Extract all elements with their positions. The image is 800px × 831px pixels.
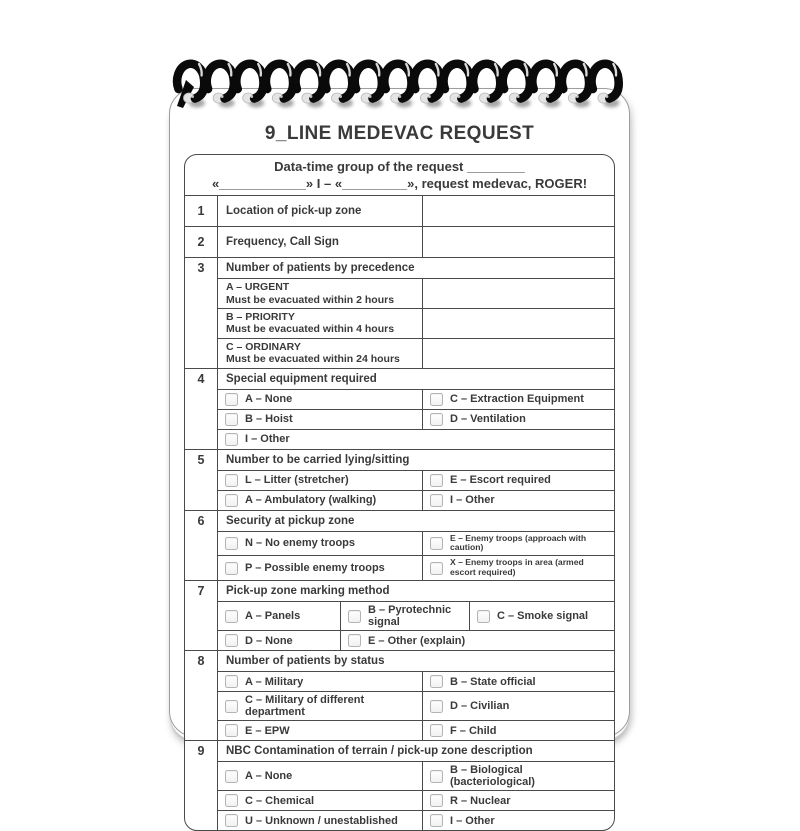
spiral-binding-icon [174, 52, 626, 114]
checkbox-icon[interactable] [348, 610, 361, 623]
precedence-ordinary-row [218, 338, 614, 368]
row-3-header [185, 257, 614, 278]
row-4-header [185, 368, 614, 389]
row-3-subrows [185, 278, 614, 367]
checkbox-icon[interactable] [430, 494, 443, 507]
row-3-label: Number of patients by precedence [226, 262, 415, 275]
option-military[interactable]: A – Military [218, 672, 422, 691]
row-4-label: Special equipment required [226, 372, 377, 385]
row-8-header [185, 650, 614, 671]
row-6-spacer [185, 531, 218, 581]
row-7-subrows [185, 601, 614, 650]
precedence-urgent-title: A – URGENT [226, 281, 290, 294]
checkbox-icon[interactable] [430, 562, 443, 575]
checkbox-icon[interactable] [225, 537, 238, 550]
precedence-urgent-desc: Must be evacuated within 2 hours [226, 293, 395, 306]
row-8-number: 8 [185, 651, 218, 671]
precedence-urgent-row [218, 278, 614, 308]
row-5-label: Number to be carried lying/sitting [226, 453, 410, 466]
precedence-priority-row [218, 308, 614, 338]
option-enemy-caution[interactable]: E – Enemy troops (approach with caution) [422, 532, 614, 556]
row-9-label: NBC Contamination of terrain / pick-up zone description [226, 745, 533, 757]
row-9-header [185, 740, 614, 761]
row-2-answer-cell[interactable] [422, 227, 614, 257]
row-7-label: Pick-up zone marking method [226, 585, 390, 597]
option-ambulatory[interactable]: A – Ambulatory (walking) [218, 491, 422, 510]
checkbox-icon[interactable] [430, 700, 443, 713]
row-7-number: 7 [185, 581, 218, 601]
option-child[interactable]: F – Child [422, 721, 614, 740]
precedence-ordinary-title: C – ORDINARY [226, 340, 301, 353]
checkbox-icon[interactable] [477, 610, 490, 623]
row-5-spacer [185, 470, 218, 510]
checkbox-icon[interactable] [225, 814, 238, 827]
form-header-line1: Data-time group of the request ________ [274, 159, 525, 174]
option-epw[interactable]: E – EPW [218, 721, 422, 740]
option-panels[interactable]: A – Panels [218, 602, 340, 630]
row-7-header [185, 580, 614, 601]
checkbox-icon[interactable] [430, 537, 443, 550]
option-equipment-ventilation[interactable]: D – Ventilation [422, 410, 614, 429]
row-6-subrows [185, 531, 614, 581]
option-chemical[interactable]: C – Chemical [218, 791, 422, 810]
row-1-label: Location of pick-up zone [226, 205, 362, 218]
option-unknown[interactable]: U – Unknown / unestablished [218, 811, 422, 830]
row-5-subrows [185, 470, 614, 510]
checkbox-icon[interactable] [225, 724, 238, 737]
checkbox-icon[interactable] [225, 393, 238, 406]
row-5-number: 5 [185, 450, 218, 470]
checkbox-icon[interactable] [225, 562, 238, 575]
row-4-subrows [185, 389, 614, 449]
row-1 [185, 195, 614, 226]
row-3-number: 3 [185, 258, 218, 278]
row-1-number: 1 [185, 196, 218, 226]
form-header-line2: «____________» I – «_________», request medevac, ROGER! [211, 175, 588, 191]
precedence-ordinary-answer-cell[interactable] [422, 339, 614, 368]
option-smoke-signal[interactable]: C – Smoke signal [469, 602, 614, 630]
option-carry-other[interactable]: I – Other [422, 491, 614, 510]
row-2-number: 2 [185, 227, 218, 257]
row-4-number: 4 [185, 369, 218, 389]
notepad [168, 52, 632, 827]
option-civilian[interactable]: D – Civilian [422, 692, 614, 720]
option-nbc-none[interactable]: A – None [218, 762, 422, 790]
checkbox-icon[interactable] [430, 724, 443, 737]
checkbox-icon[interactable] [430, 474, 443, 487]
row-8-subrows [185, 671, 614, 740]
row-9-number: 9 [185, 741, 218, 761]
option-state-official[interactable]: B – State official [422, 672, 614, 691]
checkbox-icon[interactable] [225, 675, 238, 688]
page-title: 9_LINE MEDEVAC REQUEST [264, 123, 535, 144]
option-enemy-armed-escort[interactable]: X – Enemy troops in area (armed escort required) [422, 556, 614, 580]
precedence-urgent-answer-cell[interactable] [422, 279, 614, 308]
option-military-other-dept[interactable]: C – Military of different department [218, 692, 422, 720]
row-4-spacer [185, 389, 218, 449]
option-equipment-hoist[interactable]: B – Hoist [218, 410, 422, 429]
precedence-priority-title: B – PRIORITY [226, 311, 295, 323]
option-marking-none[interactable]: D – None [218, 631, 340, 650]
option-equipment-none[interactable]: A – None [218, 390, 422, 409]
option-possible-enemy[interactable]: P – Possible enemy troops [218, 556, 422, 580]
checkbox-icon[interactable] [225, 794, 238, 807]
row-2 [185, 226, 614, 257]
checkbox-icon[interactable] [430, 675, 443, 688]
precedence-ordinary-desc: Must be evacuated within 24 hours [226, 353, 400, 366]
option-nbc-other[interactable]: I – Other [422, 811, 614, 830]
medevac-form-table [184, 154, 615, 831]
row-9-spacer [185, 761, 218, 830]
checkbox-icon[interactable] [225, 700, 238, 713]
row-2-label: Frequency, Call Sign [226, 236, 339, 249]
row-8-label: Number of patients by status [226, 655, 385, 667]
option-escort-required[interactable]: E – Escort required [422, 471, 614, 490]
checkbox-icon[interactable] [430, 413, 443, 426]
row-3-spacer [185, 278, 218, 367]
checkbox-icon[interactable] [225, 634, 238, 647]
row-8-spacer [185, 671, 218, 740]
precedence-priority-desc: Must be evacuated within 4 hours [226, 323, 395, 336]
row-6-number: 6 [185, 511, 218, 531]
checkbox-icon[interactable] [225, 433, 238, 446]
checkbox-icon[interactable] [225, 474, 238, 487]
option-equipment-other[interactable]: I – Other [218, 430, 614, 449]
row-5-header [185, 449, 614, 470]
precedence-priority-answer-cell[interactable] [422, 309, 614, 338]
option-pyrotechnic[interactable]: B – Pyrotechnic signal [340, 602, 469, 630]
option-litter[interactable]: L – Litter (stretcher) [218, 471, 422, 490]
row-6-header [185, 510, 614, 531]
option-no-enemy[interactable]: N – No enemy troops [218, 532, 422, 556]
checkbox-icon[interactable] [430, 770, 443, 783]
form-header [185, 155, 614, 195]
checkbox-icon[interactable] [430, 794, 443, 807]
option-nuclear[interactable]: R – Nuclear [422, 791, 614, 810]
row-1-answer-cell[interactable] [422, 196, 614, 226]
checkbox-icon[interactable] [348, 634, 361, 647]
checkbox-icon[interactable] [225, 770, 238, 783]
row-6-label: Security at pickup zone [226, 514, 355, 527]
checkbox-icon[interactable] [225, 494, 238, 507]
option-biological[interactable]: B – Biological (bacteriological) [422, 762, 614, 790]
notepad-page [169, 88, 630, 827]
row-9-subrows [185, 761, 614, 830]
checkbox-icon[interactable] [225, 413, 238, 426]
checkbox-icon[interactable] [430, 393, 443, 406]
checkbox-icon[interactable] [225, 610, 238, 623]
option-equipment-extraction[interactable]: C – Extraction Equipment [422, 390, 614, 409]
row-7-spacer [185, 601, 218, 650]
option-marking-other[interactable]: E – Other (explain) [340, 631, 614, 650]
checkbox-icon[interactable] [430, 814, 443, 827]
